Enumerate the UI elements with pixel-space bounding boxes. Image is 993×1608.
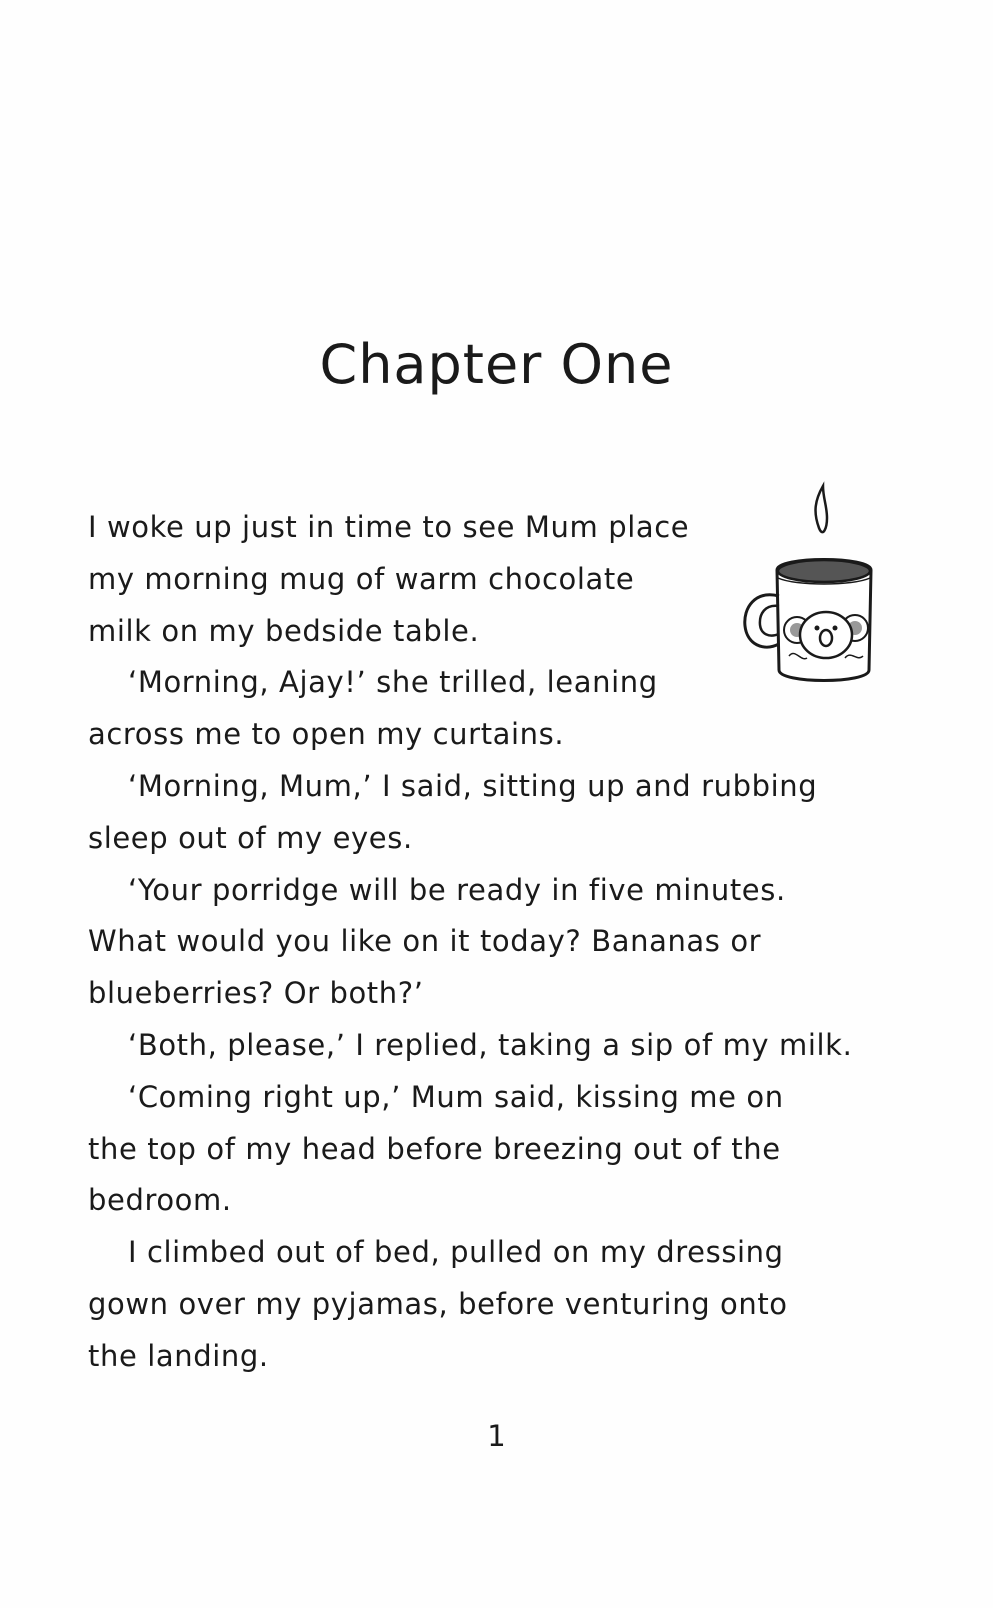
text-line: across me to open my curtains. (88, 717, 565, 752)
text-line: milk on my bedside table. (88, 613, 480, 648)
text-line: What would you like on it today? Bananas or (88, 924, 762, 959)
text-line: ‘Both, please,’ I replied, taking a sip of my milk. (128, 1027, 853, 1062)
text-line: ‘Morning, Ajay!’ she trilled, leaning (128, 665, 658, 700)
text-line: ‘Coming right up,’ Mum said, kissing me on (128, 1079, 784, 1114)
text-line: gown over my pyjamas, before venturing onto (88, 1286, 788, 1321)
text-line: the top of my head before breezing out of the (88, 1131, 781, 1166)
text-line: I climbed out of bed, pulled on my dressing (128, 1235, 784, 1270)
text-line: I woke up just in time to see Mum place (88, 510, 690, 544)
text-line: blueberries? Or both?’ (88, 976, 424, 1011)
text-line: ‘Your porridge will be ready in five minutes. (128, 872, 786, 907)
text-line: my morning mug of warm chocolate (88, 561, 635, 596)
text-line: the landing. (88, 1338, 269, 1373)
chapter-title: Chapter One (319, 333, 674, 396)
text-line: ‘Morning, Mum,’ I said, sitting up and rubbing (128, 768, 818, 803)
page-number: 1 (487, 1419, 506, 1453)
text-line: bedroom. (88, 1183, 232, 1218)
chapter-body (88, 502, 908, 1383)
text-line: sleep out of my eyes. (88, 820, 413, 855)
